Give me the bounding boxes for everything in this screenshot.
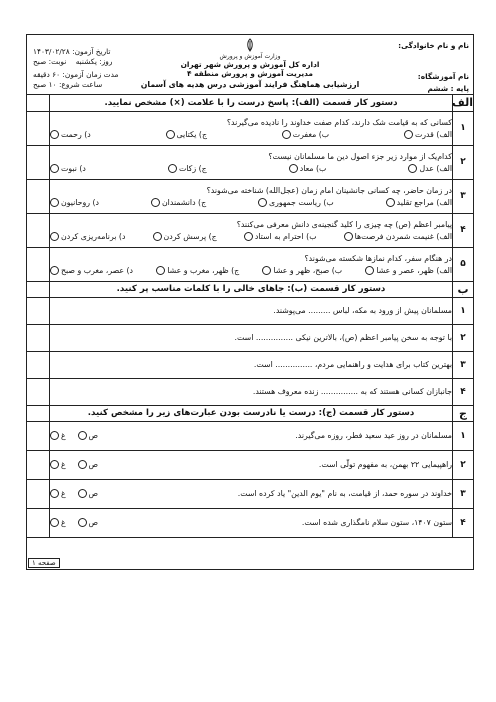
mcq-row bbox=[27, 145, 473, 179]
true-label: ص bbox=[88, 431, 99, 440]
tf-row bbox=[27, 479, 473, 508]
true-label: ص bbox=[88, 489, 99, 498]
answer-circle-icon[interactable] bbox=[344, 232, 353, 241]
exam-sheet bbox=[26, 34, 474, 570]
district-title: مدیریت آموزش و پرورش منطقه ۴ bbox=[187, 69, 313, 78]
answer-circle-icon[interactable] bbox=[50, 460, 59, 469]
answer-circle-icon[interactable] bbox=[282, 130, 291, 139]
answer-circle-icon[interactable] bbox=[50, 266, 59, 275]
option-label: ج) زکات bbox=[178, 163, 207, 173]
option[interactable] bbox=[153, 232, 217, 241]
true-false-options bbox=[50, 431, 98, 440]
score-cell bbox=[27, 145, 50, 179]
exam-start-time: ساعت شروع: ۱۰ صبح bbox=[33, 80, 103, 89]
score-cell bbox=[27, 213, 50, 247]
score-cell bbox=[27, 378, 50, 405]
false-label: غ bbox=[61, 489, 66, 498]
option-label: الف) مراجع تقلید bbox=[396, 197, 452, 207]
page-number: صفحه ۱ bbox=[28, 558, 60, 568]
option-label: د) رحمت bbox=[61, 129, 91, 139]
fill-text: مسلمانان پیش از ورود به مکه، لباس ......... می‌پوشند. bbox=[50, 297, 453, 324]
section-letter: ج bbox=[453, 405, 474, 421]
statement-text: مسلمانان در روز عید سعید فطر، روزه می‌گیرند. bbox=[295, 431, 452, 440]
answer-circle-icon[interactable] bbox=[78, 460, 87, 469]
answer-circle-icon[interactable] bbox=[153, 232, 162, 241]
true-option[interactable] bbox=[78, 518, 98, 527]
tf-row bbox=[27, 508, 473, 537]
fill-text: با توجه به سخن پیامبر اعظم (ص)، بالاترین نیکی ............... است. bbox=[50, 324, 453, 351]
exam-duration: مدت زمان آزمون: ۶۰ دقیقه bbox=[33, 70, 119, 79]
score-cell bbox=[27, 479, 50, 508]
statement-text: راهپیمایی ۲۲ بهمن، به مفهوم تولّی است. bbox=[318, 460, 452, 469]
option-label: د) عصر، مغرب و صبح bbox=[61, 265, 134, 275]
false-option[interactable] bbox=[50, 489, 66, 498]
options bbox=[50, 266, 452, 275]
answer-circle-icon[interactable] bbox=[404, 130, 413, 139]
answer-circle-icon[interactable] bbox=[258, 198, 267, 207]
question-text: در هنگام سفر، کدام نمازها شکسته می‌شوند؟ bbox=[304, 253, 452, 263]
score-cell bbox=[27, 421, 50, 450]
section-letter: الف bbox=[451, 96, 473, 110]
score-cell bbox=[27, 281, 50, 297]
false-option[interactable] bbox=[50, 460, 66, 469]
section-c-header bbox=[27, 405, 473, 421]
score-cell bbox=[27, 247, 50, 281]
question-number: ۴ bbox=[453, 508, 474, 537]
question-number: ۱ bbox=[453, 111, 474, 145]
true-label: ص bbox=[88, 518, 99, 527]
true-false-options bbox=[50, 518, 98, 527]
option[interactable] bbox=[365, 266, 452, 275]
score-cell bbox=[27, 179, 50, 213]
question-number: ۳ bbox=[453, 179, 474, 213]
answer-circle-icon[interactable] bbox=[50, 130, 59, 139]
answer-circle-icon[interactable] bbox=[50, 232, 59, 241]
answer-circle-icon[interactable] bbox=[78, 518, 87, 527]
exam-header bbox=[27, 35, 473, 95]
section-b-header bbox=[27, 281, 473, 297]
true-option[interactable] bbox=[78, 460, 98, 469]
option[interactable] bbox=[258, 198, 334, 207]
section-letter: ب bbox=[453, 281, 474, 297]
score-cell bbox=[27, 508, 50, 537]
score-cell bbox=[27, 405, 50, 421]
score-cell bbox=[27, 450, 50, 479]
option-label: د) روحانیون bbox=[61, 197, 100, 207]
answer-circle-icon[interactable] bbox=[365, 266, 374, 275]
option-label: ج) یکتایی bbox=[176, 129, 207, 139]
option[interactable] bbox=[344, 232, 452, 241]
option[interactable] bbox=[50, 232, 125, 241]
answer-circle-icon[interactable] bbox=[156, 266, 165, 275]
option[interactable] bbox=[386, 198, 452, 207]
score-cell bbox=[27, 95, 50, 111]
ministry-title: وزارت آموزش و پرورش bbox=[219, 53, 281, 60]
true-option[interactable] bbox=[78, 489, 98, 498]
mcq-row bbox=[27, 213, 473, 247]
true-false-options bbox=[50, 460, 98, 469]
answer-circle-icon[interactable] bbox=[289, 164, 298, 173]
office-title: اداره کل آموزش و پرورش شهر تهران bbox=[180, 60, 320, 69]
false-label: غ bbox=[61, 518, 66, 527]
question-number: ۳ bbox=[453, 351, 474, 378]
question-number: ۴ bbox=[453, 213, 474, 247]
option[interactable] bbox=[244, 232, 317, 241]
answer-circle-icon[interactable] bbox=[244, 232, 253, 241]
statement-text: خداوند در سوره حمد، از قیامت، به نام "یوم الدین" یاد کرده است. bbox=[237, 489, 452, 498]
section-title: دستور کار قسمت (ب): جاهای خالی را با کلمات مناسب پر کنید. bbox=[50, 281, 453, 297]
emblem-icon bbox=[244, 38, 256, 52]
fill-row bbox=[27, 351, 473, 378]
true-false-options bbox=[50, 489, 98, 498]
exam-shift: نوبت: صبح bbox=[33, 57, 67, 66]
score-cell bbox=[27, 297, 50, 324]
answer-circle-icon[interactable] bbox=[386, 198, 395, 207]
fill-row bbox=[27, 297, 473, 324]
question-number: ۵ bbox=[453, 247, 474, 281]
question-number: ۱ bbox=[453, 421, 474, 450]
question-number: ۱ bbox=[453, 297, 474, 324]
option[interactable] bbox=[50, 266, 133, 275]
answer-circle-icon[interactable] bbox=[262, 266, 271, 275]
option[interactable] bbox=[289, 164, 327, 173]
score-cell bbox=[27, 111, 50, 145]
question-number: ۳ bbox=[453, 479, 474, 508]
option[interactable] bbox=[50, 164, 86, 173]
option-label: ب) احترام به استاد bbox=[254, 231, 317, 241]
answer-circle-icon[interactable] bbox=[78, 489, 87, 498]
tf-row bbox=[27, 421, 473, 450]
school-label: نام آموزشگاه: bbox=[417, 72, 469, 81]
answer-circle-icon[interactable] bbox=[50, 431, 59, 440]
false-label: غ bbox=[61, 431, 66, 440]
answer-circle-icon[interactable] bbox=[78, 431, 87, 440]
option[interactable] bbox=[156, 266, 239, 275]
question-number: ۲ bbox=[453, 324, 474, 351]
section-title: دستور کار قسمت (ج): درست یا نادرست بودن عبارت‌های زیر را مشخص کنید. bbox=[50, 405, 453, 421]
question-text: پیامبر اعظم (ص) چه چیزی را کلید گنجینه‌ی دانش معرفی می‌کنند؟ bbox=[236, 219, 452, 229]
false-option[interactable] bbox=[50, 431, 66, 440]
grade-label: پایه : ششم bbox=[427, 84, 469, 93]
statement-text: ستون ۱۴۰۷، ستون سلام نامگذاری شده است. bbox=[301, 518, 452, 527]
option-label: الف) غنیمت شمردن فرصت‌ها bbox=[354, 231, 452, 241]
answer-circle-icon[interactable] bbox=[50, 198, 59, 207]
question-number: ۲ bbox=[453, 145, 474, 179]
answer-circle-icon[interactable] bbox=[50, 164, 59, 173]
option[interactable] bbox=[282, 130, 329, 139]
options bbox=[50, 232, 452, 241]
option[interactable] bbox=[262, 266, 342, 275]
question-text: کسانی که به قیامت شک دارند، کدام صفت خداوند را نادیده می‌گیرند؟ bbox=[226, 117, 452, 127]
mcq-row bbox=[27, 111, 473, 145]
exam-title: ارزشیابی هماهنگ فرایند آموزشی درس هدیه های آسمان bbox=[140, 80, 360, 89]
option-label: ج) پرسش کردن bbox=[163, 231, 217, 241]
option[interactable] bbox=[166, 130, 207, 139]
tf-row bbox=[27, 450, 473, 479]
option[interactable] bbox=[50, 130, 91, 139]
answer-circle-icon[interactable] bbox=[151, 198, 160, 207]
fill-text: جانبازان کسانی هستند که به ............... زنده معروف هستند. bbox=[50, 378, 453, 405]
option[interactable] bbox=[151, 198, 206, 207]
exam-day: روز: یکشنبه bbox=[75, 57, 113, 66]
fill-row bbox=[27, 378, 473, 405]
option-label: ب) معاد bbox=[299, 163, 327, 173]
question-text: کدام‌یک از موارد زیر جزء اصول دین ما مسلمانان نیست؟ bbox=[268, 151, 452, 161]
mcq-row bbox=[27, 247, 473, 281]
option[interactable] bbox=[408, 164, 452, 173]
option-label: ب) مغفرت bbox=[292, 129, 330, 139]
option-label: ب) ریاست جمهوری bbox=[269, 197, 334, 207]
section-title: دستور کار قسمت (الف): پاسخ درست را با علامت (×) مشخص نمایید. bbox=[50, 95, 453, 111]
exam-date: تاریخ آزمون: ۱۴۰۳/۰۲/۲۸ bbox=[33, 47, 111, 56]
option[interactable] bbox=[404, 130, 452, 139]
options bbox=[50, 198, 452, 207]
true-label: ص bbox=[88, 460, 99, 469]
score-cell bbox=[27, 351, 50, 378]
option[interactable] bbox=[168, 164, 207, 173]
mcq-row bbox=[27, 179, 473, 213]
fill-text: بهترین کتاب برای هدایت و راهنمایی مردم، ............... است. bbox=[50, 351, 453, 378]
option-label: الف) ظهر، عصر و عشا bbox=[376, 265, 452, 275]
true-option[interactable] bbox=[78, 431, 98, 440]
false-label: غ bbox=[61, 460, 66, 469]
answer-circle-icon[interactable] bbox=[166, 130, 175, 139]
question-number: ۴ bbox=[453, 378, 474, 405]
answer-circle-icon[interactable] bbox=[50, 518, 59, 527]
option-label: ج) ظهر، مغرب و عشا bbox=[167, 265, 240, 275]
question-text: در زمان حاضر، چه کسانی جانشینان امام زمان (عجل‌الله) شناخته می‌شوند؟ bbox=[206, 185, 452, 195]
answer-circle-icon[interactable] bbox=[50, 489, 59, 498]
score-cell bbox=[27, 324, 50, 351]
questions-table bbox=[27, 95, 473, 538]
student-name-label: نام و نام خانوادگی: bbox=[398, 41, 469, 50]
section-a-header bbox=[27, 95, 473, 111]
option-label: د) نبوت bbox=[61, 163, 86, 173]
answer-circle-icon[interactable] bbox=[168, 164, 177, 173]
false-option[interactable] bbox=[50, 518, 66, 527]
option-label: ج) دانشمندان bbox=[161, 197, 207, 207]
exam-day-shift bbox=[33, 57, 112, 66]
options bbox=[50, 130, 452, 139]
option-label: الف) قدرت bbox=[414, 129, 452, 139]
option[interactable] bbox=[50, 198, 99, 207]
fill-row bbox=[27, 324, 473, 351]
option-label: د) برنامه‌ریزی کردن bbox=[61, 231, 126, 241]
options bbox=[50, 164, 452, 173]
question-number: ۲ bbox=[453, 450, 474, 479]
option-label: الف) عدل bbox=[419, 163, 452, 173]
answer-circle-icon[interactable] bbox=[408, 164, 417, 173]
option-label: ب) صبح، ظهر و عشا bbox=[273, 265, 343, 275]
